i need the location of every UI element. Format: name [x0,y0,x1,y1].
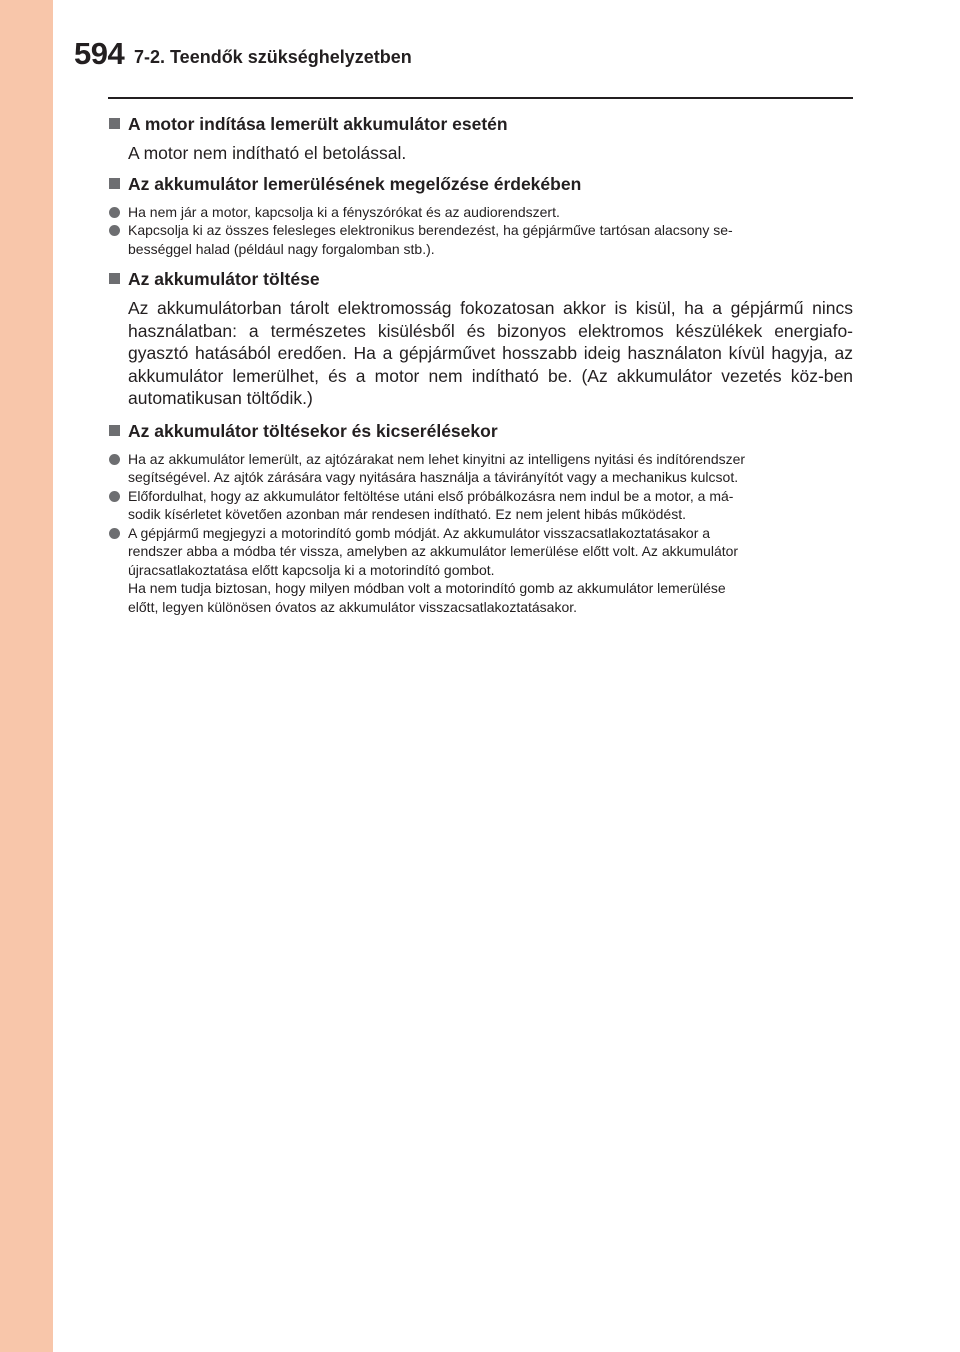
page-content [108,112,853,616]
section-heading-text: Az akkumulátor lemerülésének megelőzése érdekében [128,173,582,194]
bullet-list [108,203,853,259]
section-charging [108,267,853,410]
side-color-band [0,0,53,1352]
page-number: 594 [74,36,125,71]
round-bullet-icon [109,225,120,236]
section-header: 7-2. Teendők szükséghelyzetben [134,47,412,67]
section-motor-start [108,112,853,165]
section-heading [108,112,853,136]
bullet-text-line: Ha nem jár a motor, kapcsolja ki a fényszórókat és az audiorendszert. [128,203,560,220]
section-heading-text: A motor indítása lemerült akkumulátor esetén [128,114,508,134]
list-item [108,524,853,617]
round-bullet-icon [109,491,120,502]
section-paragraph: Az akkumulátorban tárolt elektromosság fokozatosan akkor is kisül, ha a gépjármű nincs használatban: a természetes kisülésből és bizonyos elektromos készülékek energiafo-gyasztó hatásából eredően. Ha a gépjárművet hosszabb ideig használaton kívül hagyja, az akkumulátor lemerülhet, és a motor nem indítható be. (Az akkumulátor vezetés köz-ben automatikusan töltődik.) [128,298,853,408]
section-heading [108,172,853,196]
square-bullet-icon [109,273,120,284]
round-bullet-icon [109,207,120,218]
bullet-text-line: Előfordulhat, hogy az akkumulátor feltöltése utáni első próbálkozásra nem indul be a motor, a má- [128,487,734,504]
header-divider [108,97,853,99]
section-heading [108,419,853,443]
bullet-text-line: rendszer abba a módba tér vissza, amelyben az akkumulátor lemerülése előtt volt. Az akkumulátor [128,543,739,559]
square-bullet-icon [109,425,120,436]
bullet-text-line: sodik kísérletet követően azonban már rendesen indítható. Ez nem jelent hibás működést. [128,506,686,522]
square-bullet-icon [109,178,120,189]
section-heading-text: Az akkumulátor töltése [128,269,320,289]
round-bullet-icon [109,528,120,539]
list-item [108,203,853,222]
list-item [108,487,853,524]
section-discharge-prevention [108,172,853,259]
bullet-text-line: segítségével. Az ajtók zárására vagy nyitására használja a távirányítót vagy a mechanikus kulcsot. [128,469,739,485]
bullet-text-line: előtt, legyen különösen óvatos az akkumulátor visszacsatlakoztatásakor. [128,598,578,615]
bullet-list [108,450,853,617]
bullet-text-line: Ha az akkumulátor lemerült, az ajtózárakat nem lehet kinyitni az intelligens nyitási és indítórendszer [128,450,746,467]
list-item [108,221,853,258]
bullet-text-line: A gépjármű megjegyzi a motorindító gomb módját. Az akkumulátor visszacsatlakoztatásakor a [128,524,711,541]
bullet-text-line: Kapcsolja ki az összes felesleges elektronikus berendezést, ha gépjárműve tartósan alacsony se- [128,222,733,238]
bullet-text-line: bességgel halad (például nagy forgalomban stb.). [128,240,435,257]
section-heading-text: Az akkumulátor töltésekor és kicserélésekor [128,420,498,441]
square-bullet-icon [109,118,120,129]
bullet-text-line: újracsatlakoztatása előtt kapcsolja ki a motorindító gombot. [128,561,495,578]
section-charging-replacement [108,419,853,617]
section-heading [108,267,853,291]
bullet-text-line: Ha nem tudja biztosan, hogy milyen módban volt a motorindító gomb az akkumulátor lemerülése [128,580,726,596]
round-bullet-icon [109,454,120,465]
section-paragraph: A motor nem indítható el betolással. [128,143,407,163]
list-item [108,450,853,487]
